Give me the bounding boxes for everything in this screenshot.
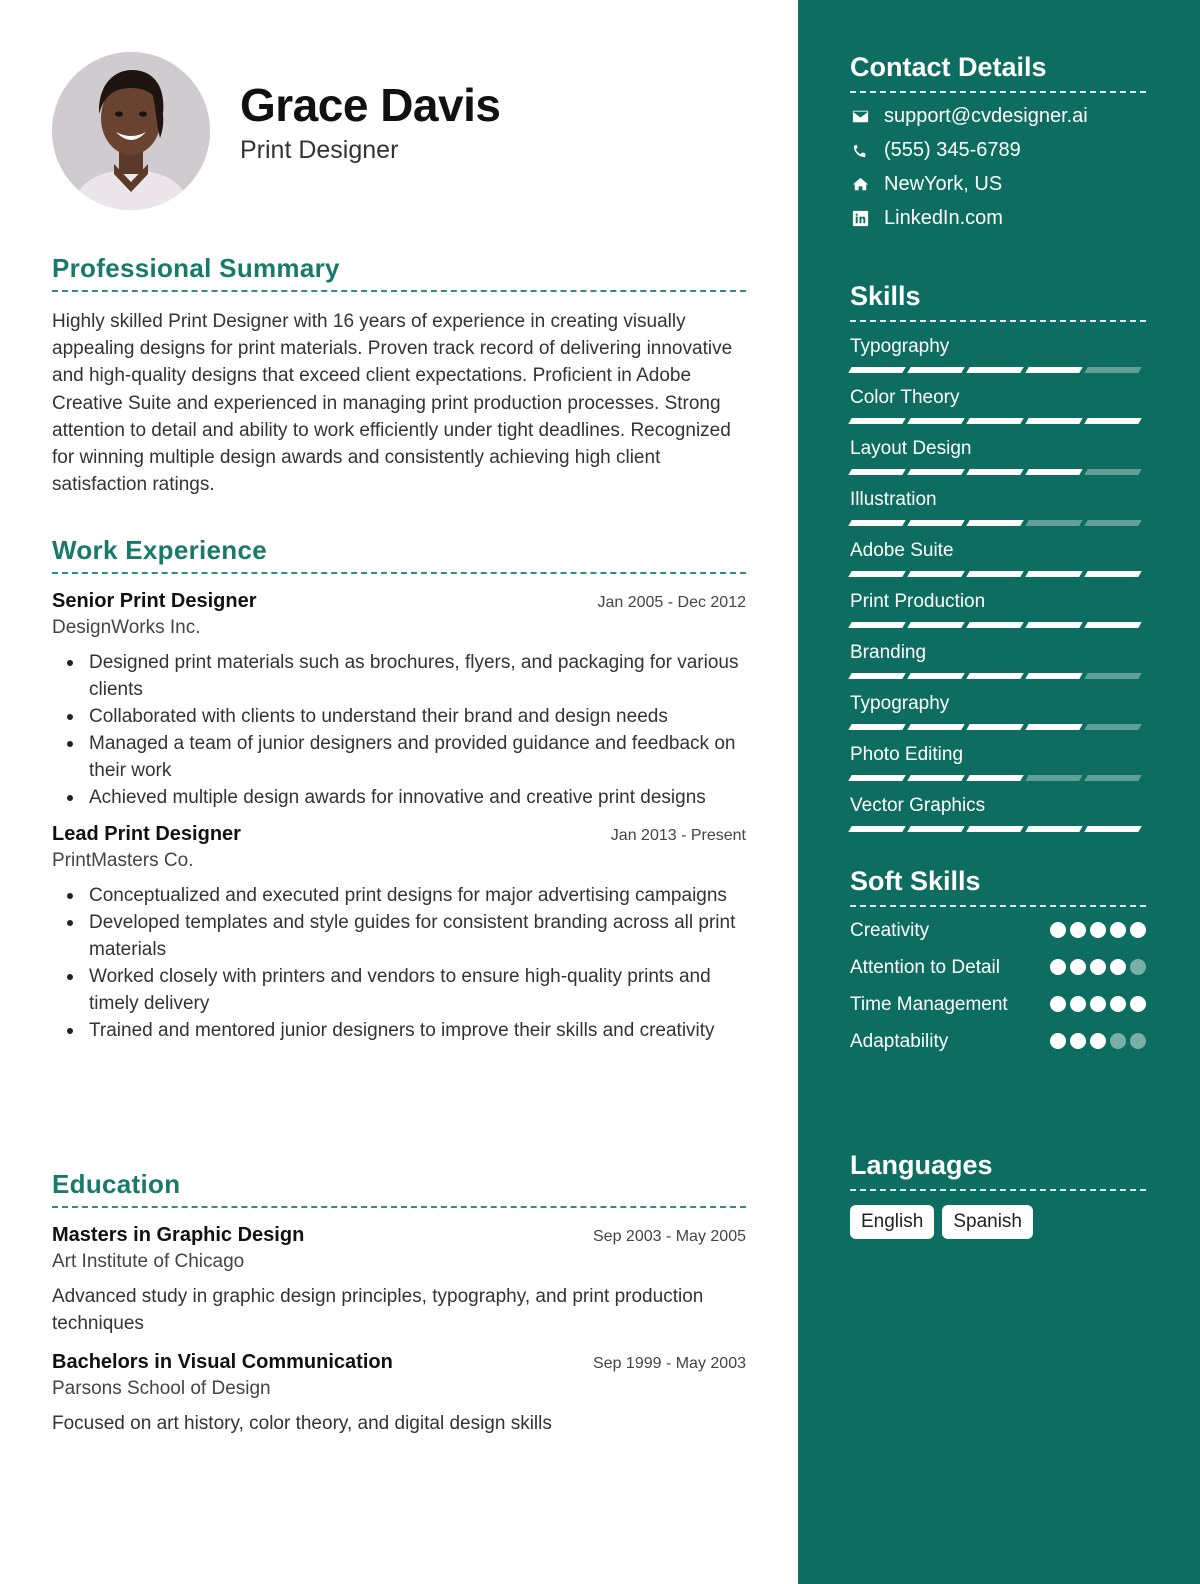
job-bullet: Designed print materials such as brochures, flyers, and packaging for various clients <box>52 649 746 703</box>
soft-skills-heading: Soft Skills <box>850 866 1146 907</box>
education-entry <box>52 1224 746 1337</box>
skill-level-segment <box>966 724 1023 730</box>
rating-dot <box>1050 996 1066 1012</box>
languages-heading: Languages <box>850 1150 1146 1191</box>
skill-level-segment <box>848 673 905 679</box>
skill-level-segment <box>907 469 964 475</box>
soft-skill-name: Creativity <box>850 920 930 941</box>
rating-dot <box>1070 996 1086 1012</box>
skill-level-segment <box>1084 724 1141 730</box>
skill-name: Typography <box>850 336 950 357</box>
skill-name: Print Production <box>850 591 986 612</box>
skills-heading: Skills <box>850 281 1146 322</box>
soft-skill-rating <box>1050 922 1146 938</box>
rating-dot <box>1130 922 1146 938</box>
degree-dates: Sep 2003 - May 2005 <box>593 1228 746 1245</box>
soft-skills-list <box>850 917 1146 1055</box>
rating-dot <box>1050 959 1066 975</box>
contact-location <box>850 173 1146 195</box>
rating-dot <box>1090 959 1106 975</box>
rating-dot <box>1130 959 1146 975</box>
rating-dot <box>1090 996 1106 1012</box>
soft-skill-item <box>850 954 1146 981</box>
rating-dot <box>1070 959 1086 975</box>
school-name: Parsons School of Design <box>52 1378 271 1399</box>
rating-dot <box>1110 959 1126 975</box>
job-dates: Jan 2013 - Present <box>610 827 746 844</box>
summary-section <box>52 253 746 498</box>
phone-icon <box>850 140 870 160</box>
skill-level-segment <box>1025 520 1082 526</box>
envelope-icon <box>850 106 870 126</box>
education-entry <box>52 1351 746 1437</box>
skill-level-segment <box>966 571 1023 577</box>
job-company: DesignWorks Inc. <box>52 617 201 638</box>
skill-item <box>850 743 1146 781</box>
rating-dot <box>1110 996 1126 1012</box>
skill-level-bar <box>850 571 1146 577</box>
soft-skill-item <box>850 1028 1146 1055</box>
skill-level-segment <box>966 775 1023 781</box>
skill-level-segment <box>966 826 1023 832</box>
job-bullet: Collaborated with clients to understand their brand and design needs <box>52 703 746 730</box>
skill-level-segment <box>966 622 1023 628</box>
skill-level-segment <box>907 673 964 679</box>
skill-level-segment <box>1084 469 1141 475</box>
skill-item <box>850 692 1146 730</box>
education-heading: Education <box>52 1169 746 1208</box>
soft-skill-rating <box>1050 1033 1146 1049</box>
languages-section <box>850 1150 1146 1239</box>
skill-level-segment <box>848 571 905 577</box>
soft-skill-name: Attention to Detail <box>850 957 1000 978</box>
degree-description: Advanced study in graphic design principles, typography, and print production techniques <box>52 1286 704 1334</box>
job-entry <box>52 823 746 1044</box>
rating-dot <box>1110 1033 1126 1049</box>
soft-skill-name: Time Management <box>850 994 1008 1015</box>
experience-section <box>52 535 746 1044</box>
contact-email[interactable] <box>850 105 1146 127</box>
languages-list <box>850 1205 1146 1239</box>
rating-dot <box>1110 922 1126 938</box>
skill-level-bar <box>850 775 1146 781</box>
skill-level-segment <box>1025 622 1082 628</box>
skill-level-segment <box>907 826 964 832</box>
skill-level-segment <box>907 724 964 730</box>
soft-skill-rating <box>1050 959 1146 975</box>
skill-name: Layout Design <box>850 438 972 459</box>
soft-skill-rating <box>1050 996 1146 1012</box>
skill-name: Vector Graphics <box>850 795 986 816</box>
summary-text: Highly skilled Print Designer with 16 years of experience in creating visually appealing designs for print materials. Proven track record of delivering innovative and high-quality designs that exceed client expectations. Proficient in Adobe Creative Suite and experienced in managing print production processes. Strong attention to detail and ability to work efficiently under tight deadlines. Recognized for winning multiple design awards and consistently achieving high client satisfaction ratings. <box>52 311 733 496</box>
skill-level-segment <box>1025 826 1082 832</box>
language-badge: Spanish <box>942 1205 1033 1239</box>
skill-name: Color Theory <box>850 387 960 408</box>
language-badge: English <box>850 1205 934 1239</box>
skill-level-segment <box>966 469 1023 475</box>
skill-level-segment <box>1025 469 1082 475</box>
contact-email-text: support@cvdesigner.ai <box>884 104 1088 127</box>
skill-level-segment <box>1025 775 1082 781</box>
education-section <box>52 1169 746 1437</box>
soft-skill-item <box>850 991 1146 1018</box>
skill-level-segment <box>966 418 1023 424</box>
skill-level-segment <box>1084 367 1141 373</box>
skill-level-segment <box>966 367 1023 373</box>
skills-section <box>850 281 1146 832</box>
skill-level-bar <box>850 826 1146 832</box>
resume-header <box>52 52 752 210</box>
skill-level-segment <box>1084 418 1141 424</box>
skill-item <box>850 488 1146 526</box>
skill-level-segment <box>1025 418 1082 424</box>
skill-level-segment <box>907 622 964 628</box>
skill-level-segment <box>907 775 964 781</box>
skill-name: Typography <box>850 693 950 714</box>
job-bullet: Achieved multiple design awards for innovative and creative print designs <box>52 784 746 811</box>
skill-level-bar <box>850 367 1146 373</box>
skill-level-bar <box>850 622 1146 628</box>
skill-level-segment <box>848 622 905 628</box>
home-icon <box>850 174 870 194</box>
job-bullet: Managed a team of junior designers and provided guidance and feedback on their work <box>52 730 746 784</box>
skill-level-segment <box>1025 367 1082 373</box>
skill-level-segment <box>848 520 905 526</box>
contact-heading: Contact Details <box>850 52 1146 93</box>
soft-skill-name: Adaptability <box>850 1031 949 1052</box>
rating-dot <box>1130 996 1146 1012</box>
skill-level-bar <box>850 673 1146 679</box>
contact-linkedin[interactable] <box>850 207 1146 229</box>
job-bullet: Conceptualized and executed print designs for major advertising campaigns <box>52 882 746 909</box>
skill-item <box>850 539 1146 577</box>
contact-phone-text: (555) 345-6789 <box>884 138 1021 161</box>
skill-level-segment <box>1084 622 1141 628</box>
skill-item <box>850 386 1146 424</box>
rating-dot <box>1050 1033 1066 1049</box>
rating-dot <box>1130 1033 1146 1049</box>
job-bullet: Worked closely with printers and vendors to ensure high-quality prints and timely delivery <box>52 963 746 1017</box>
experience-heading: Work Experience <box>52 535 746 574</box>
job-bullet: Trained and mentored junior designers to improve their skills and creativity <box>52 1017 746 1044</box>
soft-skills-section <box>850 866 1146 1055</box>
skill-level-segment <box>848 724 905 730</box>
rating-dot <box>1090 1033 1106 1049</box>
linkedin-icon <box>850 208 870 228</box>
job-bullets <box>52 882 746 1044</box>
school-name: Art Institute of Chicago <box>52 1251 245 1272</box>
skill-level-segment <box>966 673 1023 679</box>
degree-dates: Sep 1999 - May 2003 <box>593 1355 746 1372</box>
candidate-name: Grace Davis <box>240 79 501 131</box>
skill-level-segment <box>907 520 964 526</box>
skill-name: Adobe Suite <box>850 540 954 561</box>
skill-level-segment <box>848 367 905 373</box>
skill-item <box>850 590 1146 628</box>
skill-level-segment <box>1025 571 1082 577</box>
rating-dot <box>1070 1033 1086 1049</box>
skill-level-segment <box>907 367 964 373</box>
contact-phone[interactable] <box>850 139 1146 161</box>
job-company: PrintMasters Co. <box>52 850 194 871</box>
job-title: Senior Print Designer <box>52 590 257 612</box>
skill-level-bar <box>850 418 1146 424</box>
skill-level-segment <box>1084 571 1141 577</box>
skill-item <box>850 437 1146 475</box>
skill-item <box>850 641 1146 679</box>
contact-location-text: NewYork, US <box>884 172 1003 195</box>
degree-title: Bachelors in Visual Communication <box>52 1351 393 1373</box>
job-bullets <box>52 649 746 811</box>
job-bullet: Developed templates and style guides for consistent branding across all print materials <box>52 909 746 963</box>
degree-description: Focused on art history, color theory, and digital design skills <box>52 1413 552 1434</box>
skill-name: Branding <box>850 642 927 663</box>
sidebar <box>798 0 1200 1584</box>
skill-level-bar <box>850 520 1146 526</box>
skill-item <box>850 794 1146 832</box>
skill-level-segment <box>848 775 905 781</box>
skill-item <box>850 335 1146 373</box>
rating-dot <box>1050 922 1066 938</box>
skill-level-segment <box>848 469 905 475</box>
job-dates: Jan 2005 - Dec 2012 <box>597 594 746 611</box>
skill-level-segment <box>907 571 964 577</box>
skill-level-segment <box>1084 520 1141 526</box>
skill-level-segment <box>1084 775 1141 781</box>
skill-level-bar <box>850 724 1146 730</box>
contact-section <box>850 52 1146 229</box>
job-title: Lead Print Designer <box>52 823 241 845</box>
rating-dot <box>1090 922 1106 938</box>
skill-level-segment <box>848 418 905 424</box>
skill-level-segment <box>1025 673 1082 679</box>
skill-level-segment <box>907 418 964 424</box>
skill-level-segment <box>966 520 1023 526</box>
skill-level-segment <box>1084 826 1141 832</box>
skill-level-bar <box>850 469 1146 475</box>
job-entry <box>52 590 746 811</box>
skill-level-segment <box>1084 673 1141 679</box>
skill-name: Illustration <box>850 489 937 510</box>
skills-list <box>850 335 1146 832</box>
degree-title: Masters in Graphic Design <box>52 1224 305 1246</box>
skill-level-segment <box>1025 724 1082 730</box>
contact-linkedin-text: LinkedIn.com <box>884 206 1003 229</box>
profile-photo <box>52 52 210 210</box>
candidate-title: Print Designer <box>240 136 399 164</box>
profile-photo-portrait <box>52 52 210 210</box>
rating-dot <box>1070 922 1086 938</box>
skill-name: Photo Editing <box>850 744 964 765</box>
soft-skill-item <box>850 917 1146 944</box>
skill-level-segment <box>848 826 905 832</box>
summary-heading: Professional Summary <box>52 253 746 292</box>
